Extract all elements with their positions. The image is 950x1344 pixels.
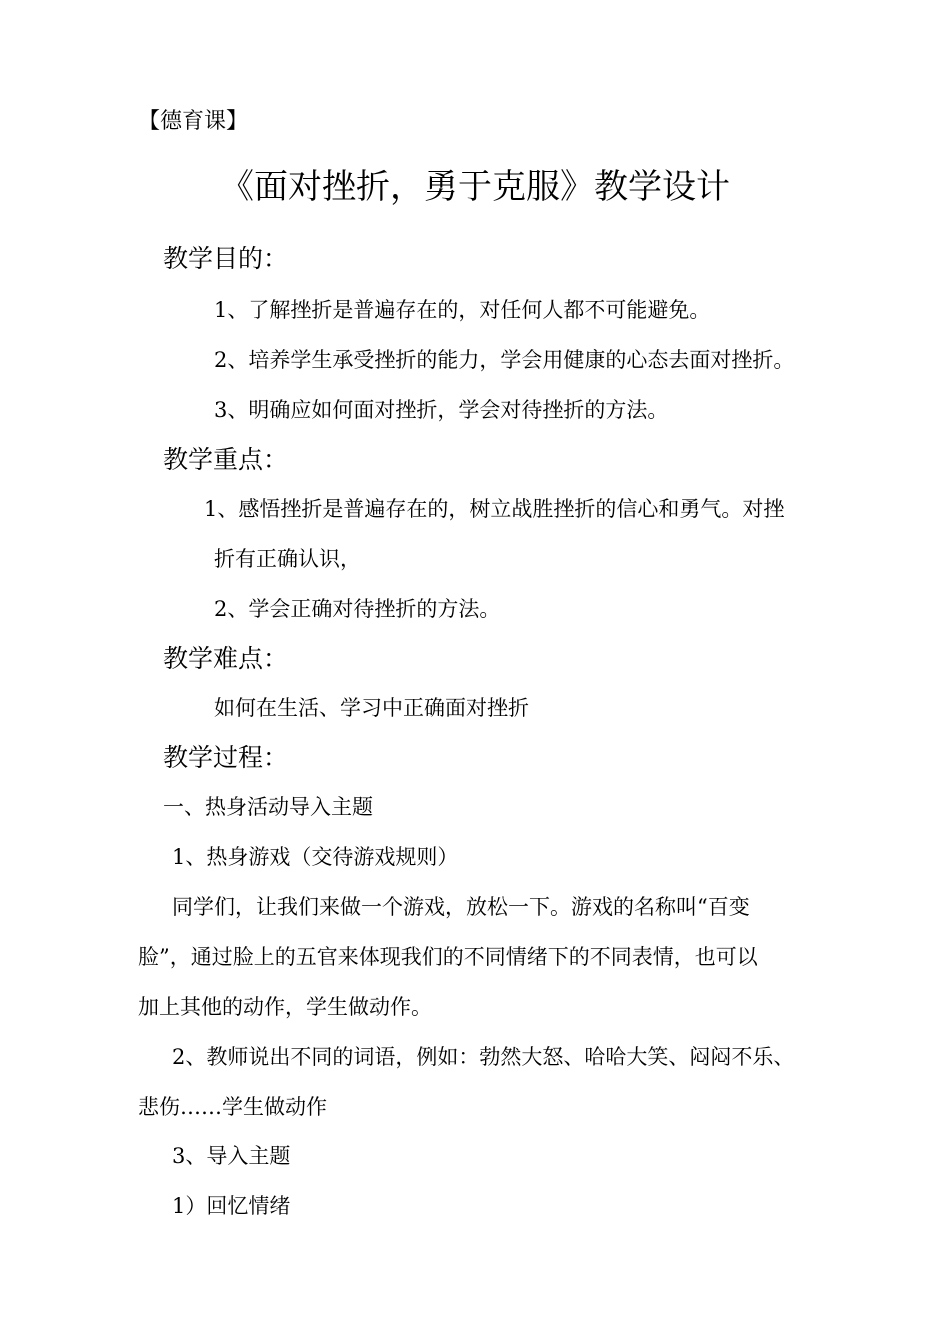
paragraph-line: 脸”，通过脸上的五官来体现我们的不同情绪下的不同表情，也可以 bbox=[138, 945, 758, 969]
document-title: 《面对挫折，勇于克服》教学设计 bbox=[220, 167, 730, 207]
objective-item: 1、了解挫折是普遍存在的，对任何人都不可能避免。 bbox=[214, 298, 711, 322]
paragraph-line: 悲伤……学生做动作 bbox=[138, 1095, 327, 1119]
difficulty-item: 如何在生活、学习中正确面对挫折 bbox=[214, 696, 529, 720]
key-point-item: 折有正确认识， bbox=[214, 547, 361, 571]
process-heading: 教学过程： bbox=[163, 743, 289, 772]
key-point-item: 2、学会正确对待挫折的方法。 bbox=[214, 597, 501, 621]
step-item: 3、导入主题 bbox=[172, 1144, 291, 1168]
key-points-heading: 教学重点： bbox=[163, 445, 289, 474]
key-point-item: 1、感悟挫折是普遍存在的，树立战胜挫折的信心和勇气。对挫 bbox=[204, 497, 785, 521]
objective-item: 3、明确应如何面对挫折，学会对待挫折的方法。 bbox=[214, 398, 669, 422]
objective-item: 2、培养学生承受挫折的能力，学会用健康的心态去面对挫折。 bbox=[214, 348, 795, 372]
paragraph-line: 同学们，让我们来做一个游戏，放松一下。游戏的名称叫“百变 bbox=[172, 895, 750, 919]
course-tag: 【德育课】 bbox=[138, 109, 249, 134]
objectives-heading: 教学目的： bbox=[163, 244, 289, 273]
step-item: 1、热身游戏（交待游戏规则） bbox=[172, 845, 459, 869]
sub-step-item: 1）回忆情绪 bbox=[172, 1194, 291, 1218]
paragraph-line: 2、教师说出不同的词语，例如：勃然大怒、哈哈大笑、闷闷不乐、 bbox=[172, 1045, 795, 1069]
difficulties-heading: 教学难点： bbox=[163, 644, 289, 673]
paragraph-line: 加上其他的动作，学生做动作。 bbox=[138, 995, 432, 1019]
section-heading: 一、热身活动导入主题 bbox=[163, 795, 373, 819]
